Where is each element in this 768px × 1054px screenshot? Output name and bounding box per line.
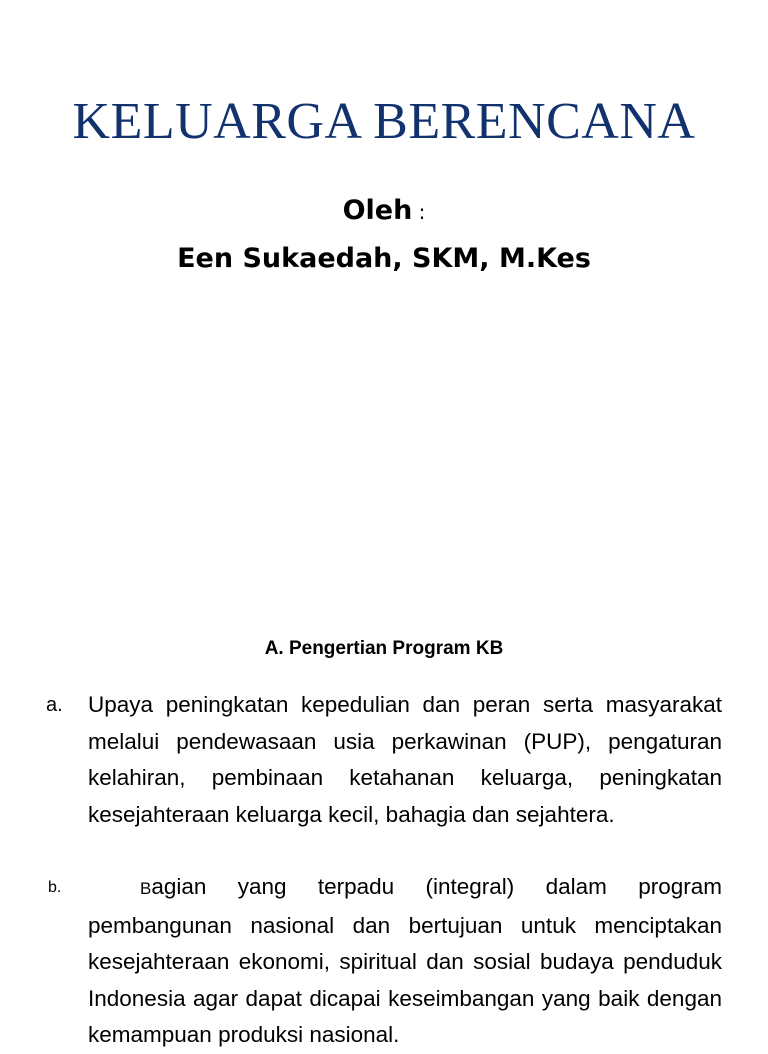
list-item-text: [88, 869, 722, 1054]
section-heading: A. Pengertian Program KB: [264, 638, 504, 659]
list-marker: b.: [48, 879, 62, 896]
first-letter: B: [140, 879, 152, 898]
slide-title: KELUARGA BERENCANA: [72, 93, 696, 150]
list-item-body: agian yang terpadu (integral) dalam program pembangunan nasional dan bertujuan untuk menciptakan kesejahteraan ekonomi, spiritual dan sosial budaya penduduk Indonesia agar dapat dicapai keseimbangan yang baik dengan kemampuan produksi nasional.: [88, 874, 722, 1047]
byline-label-line: [0, 195, 768, 226]
byline-colon: :: [412, 200, 426, 224]
list-item-text: Upaya peningkatan kepedulian dan peran serta masyarakat melalui pendewasaan usia perkawinan (PUP), pengaturan kelahiran, pembinaan ketahanan keluarga, peningkatan kesejahteraan keluarga kecil, bahagia dan sejahtera.: [88, 692, 722, 827]
list-marker: a.: [46, 694, 63, 716]
byline-label: Oleh: [342, 195, 413, 226]
author-name: Een Sukaedah, SKM, M.Kes: [177, 243, 591, 274]
